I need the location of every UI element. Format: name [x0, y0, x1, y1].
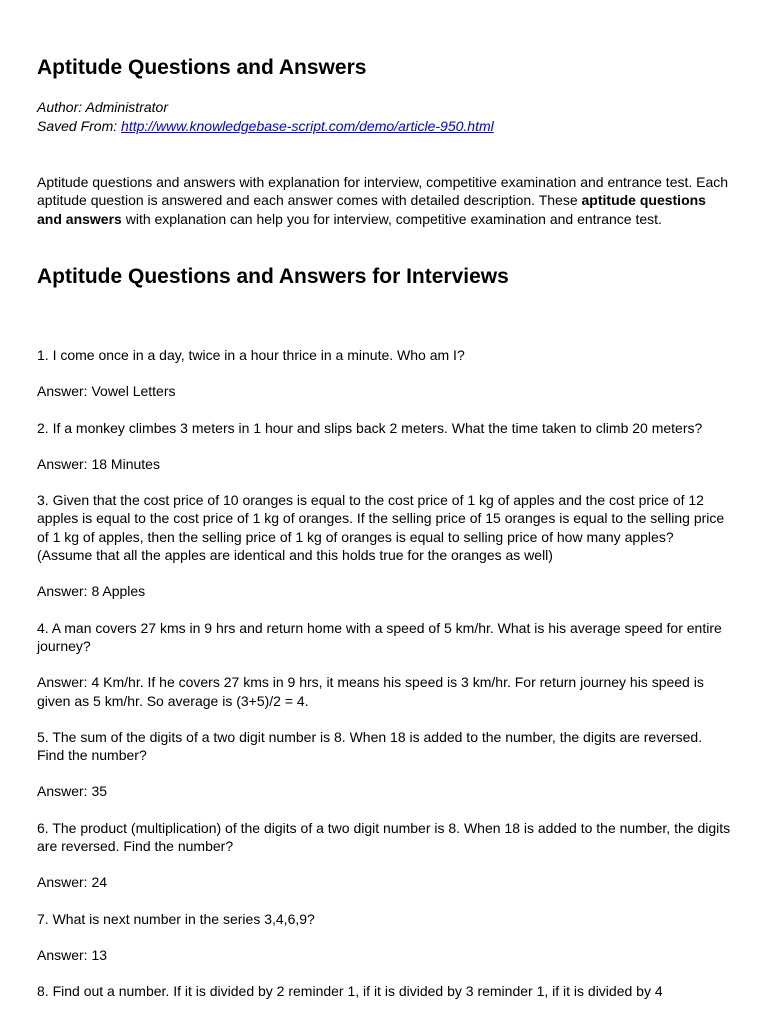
saved-from-line: [37, 117, 494, 136]
question-5: 5. The sum of the digits of a two digit number is 8. When 18 is added to the number, the digits are reversed. Find the number?: [37, 728, 703, 764]
question-2: 2. If a monkey climbes 3 meters in 1 hour and slips back 2 meters. What the time taken to climb 20 meters?: [37, 419, 703, 436]
author-line: Author: Administrator: [37, 99, 168, 115]
question-3: 3. Given that the cost price of 10 oranges is equal to the cost price of 1 kg of apples and the cost price of 12 apples is equal to the cost price of 1 kg of oranges. If the selling price of 15 oranges is equal to the selling price of 1 kg of apples, then the selling price of 1 kg of oranges is equal to selling price of how many apples? (Assume that all the apples are identical and this holds true for the oranges as well): [37, 492, 725, 564]
answer-4: Answer: 4 Km/hr. If he covers 27 kms in 9 hrs, it means his speed is 3 km/hr. For return journey his speed is given as 5 km/hr. So average is (3+5)/2 = 4.: [37, 674, 704, 709]
intro-text-start: Aptitude questions and answers with explanation for interview, competitive examination and entrance test. Each aptitude question is answered and each answer comes with detailed description. These: [37, 174, 729, 209]
answer-7: Answer: 13: [37, 946, 108, 963]
answer-3: Answer: 8 Apples: [37, 583, 146, 600]
document-meta: [37, 98, 494, 136]
page-title: Aptitude Questions and Answers: [37, 56, 367, 79]
question-4: 4. A man covers 27 kms in 9 hrs and return home with a speed of 5 km/hr. What is his average speed for entire journey?: [37, 619, 722, 654]
intro-bold-text: aptitude questions and answers: [37, 192, 706, 227]
intro-text-end: with explanation can help you for interview, competitive examination and entrance test.: [121, 210, 662, 227]
section-heading: Aptitude Questions and Answers for Interviews: [37, 265, 509, 288]
question-7: 7. What is next number in the series 3,4,6,9?: [37, 910, 315, 927]
answer-1: Answer: Vowel Letters: [37, 383, 176, 400]
answer-6: Answer: 24: [37, 874, 108, 891]
question-1: 1. I come once in a day, twice in a hour thrice in a minute. Who am I?: [37, 347, 465, 363]
answer-5: Answer: 35: [37, 783, 108, 800]
saved-from-label: Saved From:: [37, 118, 122, 134]
answer-2: Answer: 18 Minutes: [37, 455, 160, 472]
source-link[interactable]: http://www.knowledgebase-script.com/demo/article-950.html: [121, 118, 494, 134]
qa-list: [37, 346, 732, 1019]
question-8: 8. Find out a number. If it is divided by 2 reminder 1, if it is divided by 3 reminder 1, if it is divided by 4: [37, 983, 663, 1000]
intro-paragraph: [37, 173, 732, 228]
question-6: 6. The product (multiplication) of the digits of a two digit number is 8. When 18 is added to the number, the digits are reversed. Find the number?: [37, 819, 731, 855]
